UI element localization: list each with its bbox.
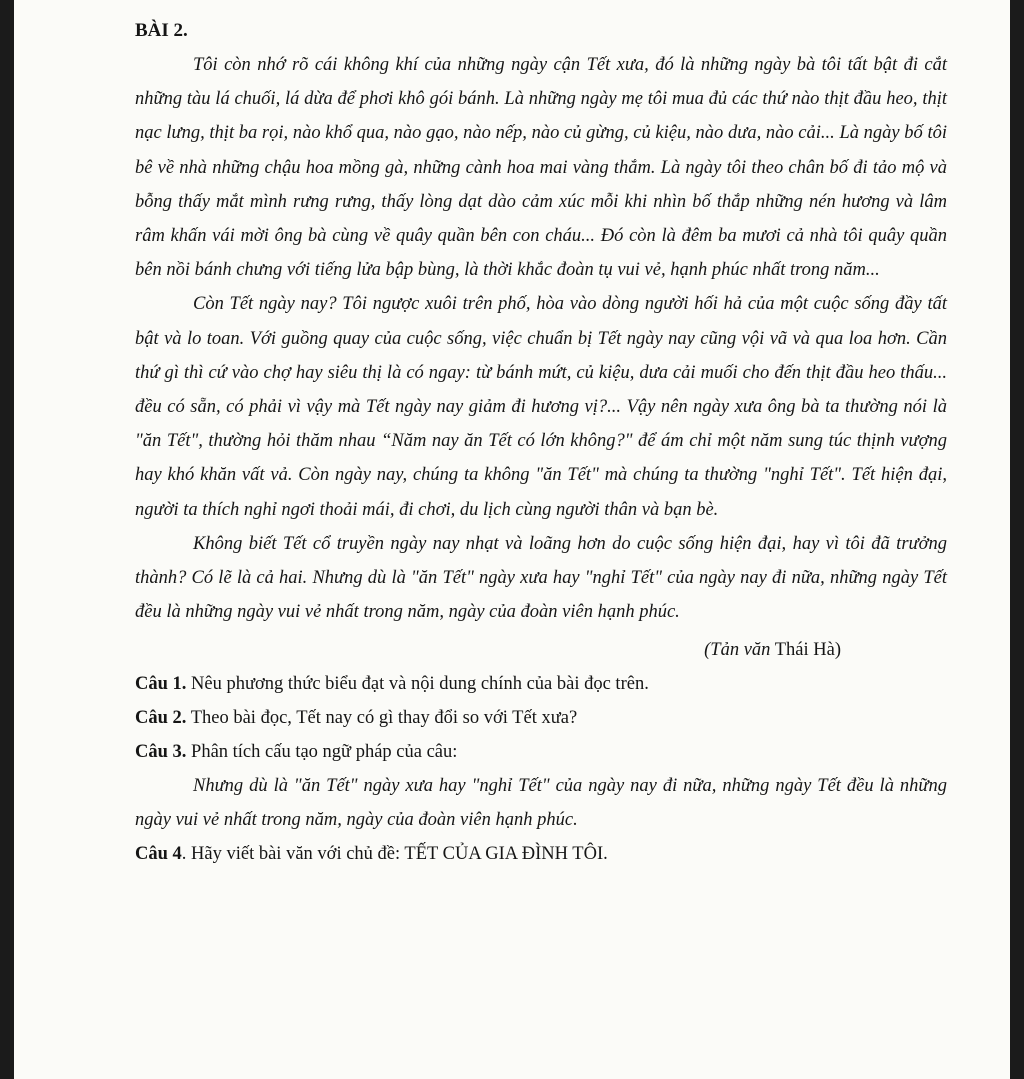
document-page xyxy=(14,0,1010,1079)
question-3-text: Phân tích cấu tạo ngữ pháp của câu: xyxy=(191,742,458,763)
exercise-title: BÀI 2. xyxy=(135,20,188,41)
question-3 xyxy=(135,735,947,769)
question-2-number: Câu 2. xyxy=(135,708,187,729)
question-4-number: Câu 4 xyxy=(135,844,182,865)
question-1 xyxy=(135,667,947,701)
paragraph-1: Tôi còn nhớ rõ cái không khí của những ngày cận Tết xưa, đó là những ngày bà tôi tất bật đi cắt những tàu lá chuối, lá dừa để phơi khô gói bánh. Là những ngày mẹ tôi mua đủ các thứ nào thịt đầu heo, thịt nạc lưng, thịt ba rọi, nào khổ qua, nào gạo, nào nếp, nào củ gừng, củ kiệu, nào dưa, nào cải... Là ngày bố tôi bê về nhà những chậu hoa mồng gà, những cành hoa mai vàng thắm. Là ngày tôi theo chân bố đi tảo mộ và bỗng thấy mắt mình rưng rưng, thấy lòng dạt dào cảm xúc mỗi khi nhìn bố thắp những nén hương và lâm râm khấn vái mời ông bà cùng về quây quần bên con cháu... Đó còn là đêm ba mươi cả nhà tôi quây quần bên nồi bánh chưng với tiếng lửa bập bùng, là thời khắc đoàn tụ vui vẻ, hạnh phúc nhất trong năm... xyxy=(135,55,947,281)
quoted-sentence: Nhưng dù là "ăn Tết" ngày xưa hay "nghỉ Tết" của ngày nay đi nữa, những ngày Tết đều là những ngày vui vẻ nhất trong năm, ngày của đoàn viên hạnh phúc. xyxy=(135,776,947,831)
question-3-number: Câu 3. xyxy=(135,742,187,763)
source-genre: (Tản văn xyxy=(704,640,771,661)
question-4-text: . Hãy viết bài văn với chủ đề: TẾT CỦA GIA ĐÌNH TÔI. xyxy=(181,844,608,865)
document-content xyxy=(135,14,947,871)
question-1-number: Câu 1. xyxy=(135,674,187,695)
question-2 xyxy=(135,701,947,735)
question-4 xyxy=(135,837,947,871)
source-author: Thái Hà) xyxy=(774,640,841,661)
question-2-text: Theo bài đọc, Tết nay có gì thay đổi so với Tết xưa? xyxy=(190,708,578,729)
source-citation xyxy=(135,633,841,667)
question-1-text: Nêu phương thức biểu đạt và nội dung chính của bài đọc trên. xyxy=(191,674,649,695)
paragraph-2: Còn Tết ngày nay? Tôi ngược xuôi trên phố, hòa vào dòng người hối hả của một cuộc sống đầy tất bật và lo toan. Với guồng quay của cuộc sống, việc chuẩn bị Tết ngày nay cũng vội vã và qua loa hơn. Cần thứ gì thì cứ vào chợ hay siêu thị là có ngay: từ bánh mứt, củ kiệu, dưa cải muối cho đến thịt đầu heo thấu... đều có sẵn, có phải vì vậy mà Tết ngày nay giảm đi hương vị?... Vậy nên ngày xưa ông bà ta thường nói là "ăn Tết", thường hỏi thăm nhau “Năm nay ăn Tết có lớn không?" để ám chỉ một năm sung túc thịnh vượng hay khó khăn vất vả. Còn ngày nay, chúng ta không "ăn Tết" mà chúng ta thường "nghỉ Tết". Tết hiện đại, người ta thích nghỉ ngơi thoải mái, đi chơi, du lịch cùng người thân và bạn bè. xyxy=(135,294,947,520)
paragraph-3: Không biết Tết cổ truyền ngày nay nhạt và loãng hơn do cuộc sống hiện đại, hay vì tôi đã trưởng thành? Có lẽ là cả hai. Nhưng dù là "ăn Tết" ngày xưa hay "nghỉ Tết" của ngày nay đi nữa, những ngày Tết đều là những ngày vui vẻ nhất trong năm, ngày của đoàn viên hạnh phúc. xyxy=(135,533,947,623)
